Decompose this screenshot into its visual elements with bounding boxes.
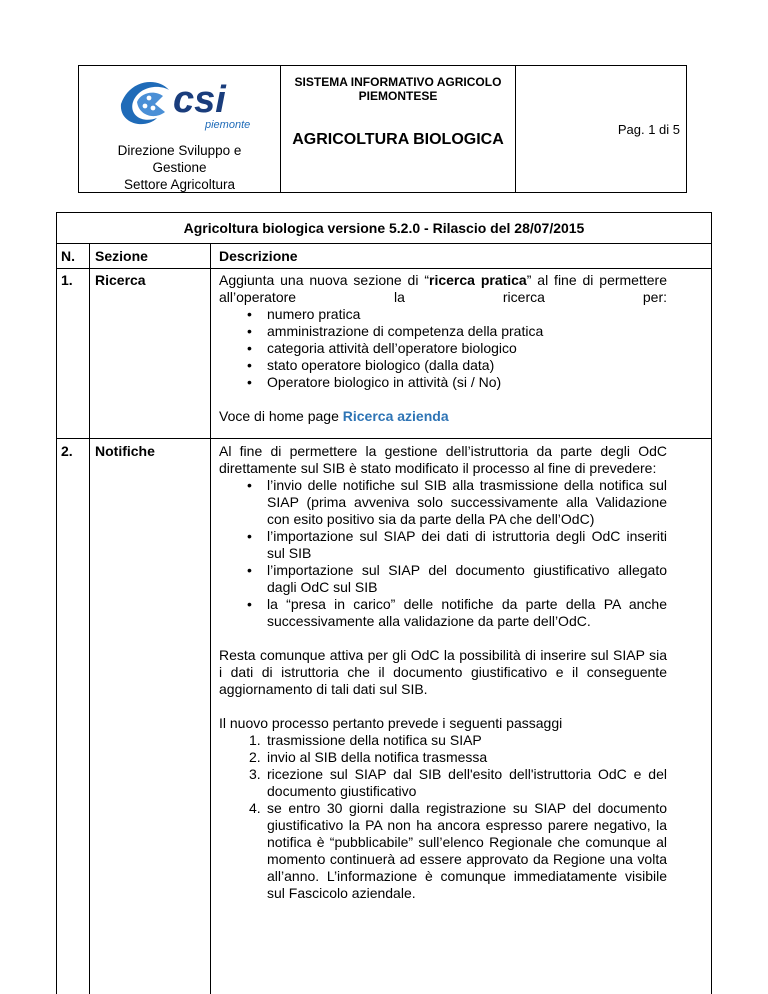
- csi-piemonte-logo: [115, 74, 265, 134]
- row-2-paragraph-2: Resta comunque attiva per gli OdC la possibilità di inserire sul SIAP sia i dati di istruttoria che il documento giustificativo e il conseguente aggiornamento di tali dati sul SIB.: [219, 647, 667, 697]
- system-name: SISTEMA INFORMATIVO AGRICOLO PIEMONTESE: [294, 75, 502, 103]
- document-header: [78, 65, 687, 193]
- list-item: • Operatore biologico in attività (si / No): [247, 374, 502, 390]
- row-2-intro: Al fine di permettere la gestione dell’istruttoria da parte degli OdC direttamente sul SIB è stato modificato il processo al fine di prevedere:: [219, 443, 667, 476]
- row-1-number: 1.: [61, 272, 73, 288]
- list-item: • la “presa in carico” delle notifiche da parte della PA anche successivamente alla validazione da parte dell’OdC.: [247, 596, 667, 629]
- list-item: • amministrazione di competenza della pratica: [247, 323, 544, 339]
- column-header-sezione: Sezione: [95, 248, 148, 264]
- row-1-section: Ricerca: [95, 272, 146, 288]
- svg-text:csi: csi: [173, 79, 226, 121]
- document-title: AGRICOLTURA BIOLOGICA: [292, 131, 504, 148]
- list-item: 1. trasmissione della notifica su SIAP: [249, 732, 482, 748]
- header-left-cell: [79, 66, 281, 192]
- page-number: Pag. 1 di 5: [617, 122, 680, 137]
- column-header-n: N.: [61, 248, 75, 264]
- list-item: • categoria attività dell’operatore biologico: [247, 340, 517, 356]
- list-item: 4. se entro 30 giorni dalla registrazione su SIAP del documento giustificativo la PA non ha ancora espresso parere negativo, la notifica è “pubblicabile” sull’elenco Regionale che comunque al momento continuerà ad essere approvato da Regione una volta all’anno. L’informazione è comunque immediatamente visibile sul Fascicolo aziendale.: [249, 800, 667, 901]
- table-title: Agricoltura biologica versione 5.2.0 - Rilascio del 28/07/2015: [57, 213, 711, 244]
- list-item: • l’importazione sul SIAP del documento giustificativo allegato dagli OdC sul SIB: [247, 562, 667, 595]
- release-notes-table: [56, 212, 712, 994]
- row-1-description: [219, 272, 667, 425]
- column-header-descrizione: Descrizione: [219, 248, 298, 264]
- list-item: • l’invio delle notifiche sul SIB alla trasmissione della notifica sul SIAP (prima avveniva solo successivamente alla Validazione con esito positivo sia da parte della PA che dell’OdC): [247, 477, 667, 527]
- department-name: Direzione Sviluppo e Gestione Settore Agricoltura: [117, 143, 242, 192]
- list-item: • stato operatore biologico (dalla data): [247, 357, 495, 373]
- header-center-cell: [281, 66, 516, 192]
- svg-text:piemonte: piemonte: [205, 119, 251, 131]
- row-2-description: [219, 443, 667, 902]
- list-item: 2. invio al SIB della notifica trasmessa: [249, 749, 488, 765]
- list-item: • numero pratica: [247, 306, 361, 322]
- row-1-home-page-entry: Voce di home page Ricerca azienda: [219, 408, 449, 424]
- ricerca-azienda-link[interactable]: Ricerca azienda: [342, 408, 449, 424]
- row-2-number: 2.: [61, 443, 73, 459]
- row-1-intro: Aggiunta una nuova sezione di “ricerca pratica” al fine di permettere all’operatore la ricerca per:: [219, 272, 667, 305]
- header-right-cell: [516, 66, 686, 192]
- row-2-section: Notifiche: [95, 443, 155, 459]
- list-item: • l’importazione sul SIAP dei dati di istruttoria degli OdC inseriti sul SIB: [247, 528, 667, 561]
- list-item: 3. ricezione sul SIAP dal SIB dell'esito dell'istruttoria OdC e del documento giustificativo: [249, 766, 667, 799]
- row-2-paragraph-3: Il nuovo processo pertanto prevede i seguenti passaggi: [219, 715, 563, 731]
